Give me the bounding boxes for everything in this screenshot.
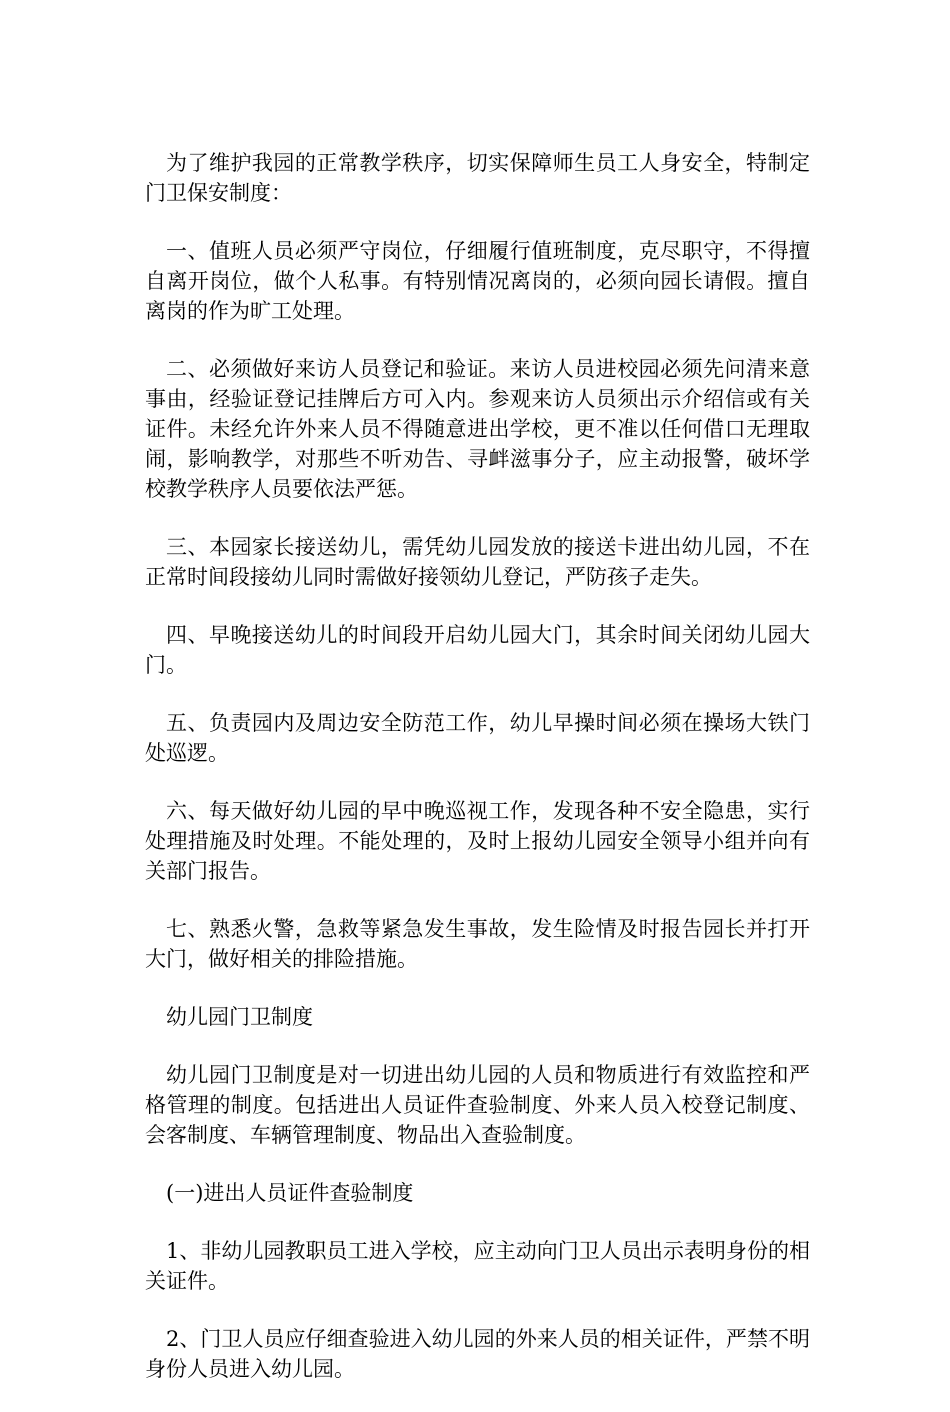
section-heading: 幼儿园门卫制度 bbox=[166, 1005, 313, 1029]
intro-paragraph: 为了维护我园的正常教学秩序，切实保障师生员工人身安全，特制定门卫保安制度： bbox=[145, 151, 810, 205]
item-1-paragraph: 1、非幼儿园教职员工进入学校，应主动向门卫人员出示表明身份的相关证件。 bbox=[145, 1239, 810, 1293]
item-2-paragraph: 2、门卫人员应仔细查验进入幼儿园的外来人员的相关证件，严禁不明身份人员进入幼儿园。 bbox=[145, 1327, 810, 1381]
rule-2-paragraph: 二、必须做好来访人员登记和验证。来访人员进校园必须先问清来意事由，经验证登记挂牌后方可入内。参观来访人员须出示介绍信或有关证件。未经允许外来人员不得随意进出学校，更不准以任何借口无理取闹，影响教学，对那些不听劝告、寻衅滋事分子，应主动报警，破坏学校教学秩序人员要依法严惩。 bbox=[145, 357, 810, 501]
rule-6-paragraph: 六、每天做好幼儿园的早中晚巡视工作，发现各种不安全隐患，实行处理措施及时处理。不能处理的，及时上报幼儿园安全领导小组并向有关部门报告。 bbox=[145, 799, 810, 883]
rule-5-paragraph: 五、负责园内及周边安全防范工作，幼儿早操时间必须在操场大铁门处巡逻。 bbox=[145, 711, 810, 765]
section-intro-paragraph: 幼儿园门卫制度是对一切进出幼儿园的人员和物质进行有效监控和严格管理的制度。包括进出人员证件查验制度、外来人员入校登记制度、会客制度、车辆管理制度、物品出入查验制度。 bbox=[145, 1063, 810, 1147]
rule-3-paragraph: 三、本园家长接送幼儿，需凭幼儿园发放的接送卡进出幼儿园，不在正常时间段接幼儿同时需做好接领幼儿登记，严防孩子走失。 bbox=[145, 535, 810, 589]
subsection-heading: (一)进出人员证件查验制度 bbox=[166, 1181, 414, 1205]
rule-7-paragraph: 七、熟悉火警，急救等紧急发生事故，发生险情及时报告园长并打开大门，做好相关的排险措施。 bbox=[145, 917, 810, 971]
rule-4-paragraph: 四、早晚接送幼儿的时间段开启幼儿园大门，其余时间关闭幼儿园大门。 bbox=[145, 623, 810, 677]
rule-1-paragraph: 一、值班人员必须严守岗位，仔细履行值班制度，克尽职守，不得擅自离开岗位，做个人私事。有特别情况离岗的，必须向园长请假。擅自离岗的作为旷工处理。 bbox=[145, 239, 810, 323]
document-page bbox=[145, 148, 810, 1412]
